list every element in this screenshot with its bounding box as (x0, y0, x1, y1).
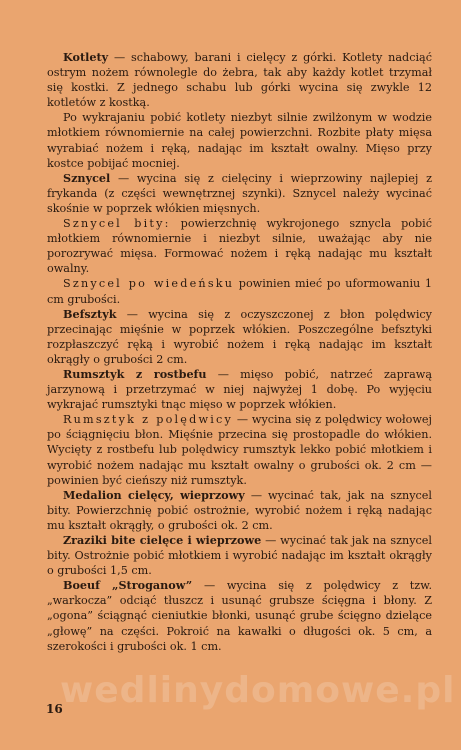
paragraph-befsztyk (47, 307, 432, 367)
page-number: 16 (46, 702, 63, 716)
term: Medalion cielęcy, wieprzowy (63, 487, 245, 502)
watermark: wedlinydomowe.pl (60, 670, 456, 711)
term: Kotlety (63, 50, 109, 64)
term: Sznycel po wiedeńsku (63, 277, 235, 291)
term: Boeuf „Stroganow” (63, 578, 193, 593)
paragraph-rumsztyk-rostbef (47, 367, 432, 412)
definition: — schabowy, barani i cielęcy z górki. Kotlety nadciąć ostrym nożem równolegle do żebra, tak aby każdy kotlet trzymał się kostki. Z jednego schabu lub górki wycina się zwykle 12 kotletów z kostką. (47, 51, 432, 110)
definition: powinien mieć po uformowaniu 1 cm grubości. (47, 277, 432, 306)
paragraph-sznycel-bity (47, 216, 432, 276)
term: Rumsztyk z rostbefu (63, 366, 207, 381)
definition: — mięso pobić, natrzeć zaprawą jarzynową i przetrzymać w niej najwyżej 1 dobę. Po wyjęciu wykrajać rumsztyki tnąc mięso w poprzek włókien. (47, 367, 432, 412)
paragraph-zraziki (47, 533, 432, 578)
term: Befsztyk (63, 306, 117, 321)
definition: — wycina się z cielęciny i wieprzowiny najlepiej z frykanda (z części wewnętrznej szynki). Sznycel należy wycinać skośnie w poprzek włókien mięsnych. (47, 171, 432, 215)
definition: — wycina się z polędwicy z tzw. „warkocza” odciąć tłuszcz i usunąć grubsze ścięgna i błony. Z „ogona” ściągnąć cieniutkie błonki, usunąć grube ścięgno dzielące „głowę” na części. Pokroić na kawałki o długości ok. 5 cm, a szerokości i grubości ok. 1 cm. (47, 579, 432, 653)
paragraph-stroganow (47, 578, 432, 653)
paragraph-sznycel-wiedenski (47, 276, 432, 306)
term: Zraziki bite cielęce i wieprzowe (63, 533, 262, 547)
definition: Po wykrajaniu pobić kotlety niezbyt silnie zwilżonym w wodzie młotkiem równomiernie na całej powierzchni. Rozbite płaty mięsa wyrabiać nożem i ręką, nadając im kształt owalny. Mięso przy kostce pobijać mocniej. (47, 111, 432, 170)
paragraph-kotlety-pobicie (47, 110, 432, 170)
definition: — wycinać tak jak na sznycel bity. Ostrożnie pobić młotkiem i wyrobić nadając im kształt okrągły o grubości 1,5 cm. (47, 534, 432, 578)
paragraph-medalion (47, 488, 432, 533)
definition: — wycina się z polędwicy wołowej po ściągnięciu błon. Mięśnie przecina się prostopadle do włókien. Wycięty z rostbefu lub polędwicy rumsztyk lekko pobić młotkiem i wyrobić nożem nadając mu kształt owalny o grubości ok. 2 cm — powinien być cieńszy niż rumsztyk. (47, 413, 432, 487)
term: Rumsztyk z polędwicy (63, 413, 234, 427)
page-text (47, 50, 432, 654)
paragraph-rumsztyk-poledwica (47, 412, 432, 487)
definition: — wycina się z oczyszczonej z błon polędwicy przecinając mięśnie w poprzek włókien. Poszczególne befsztyki rozpłaszczyć ręką i wyrobić nożem i ręką nadając im kształt okrągły o grubości 2 cm. (47, 307, 432, 366)
paragraph-kotlety (47, 50, 432, 110)
definition: powierzchnię wykrojonego sznycla pobić młotkiem równomiernie i niezbyt silnie, uważając aby nie porozrywać mięsa. Formować nożem i ręką nadając mu kształt owalny. (47, 217, 433, 276)
term: Sznycel bity: (63, 217, 171, 231)
term: Sznycel (63, 170, 111, 185)
paragraph-sznycel (47, 171, 432, 216)
definition: — wycinać tak, jak na sznycel bity. Powierzchnię pobić ostrożnie, wyrobić nożem i ręką nadając mu kształt okrągły, o grubości ok. 2 cm. (47, 488, 433, 532)
